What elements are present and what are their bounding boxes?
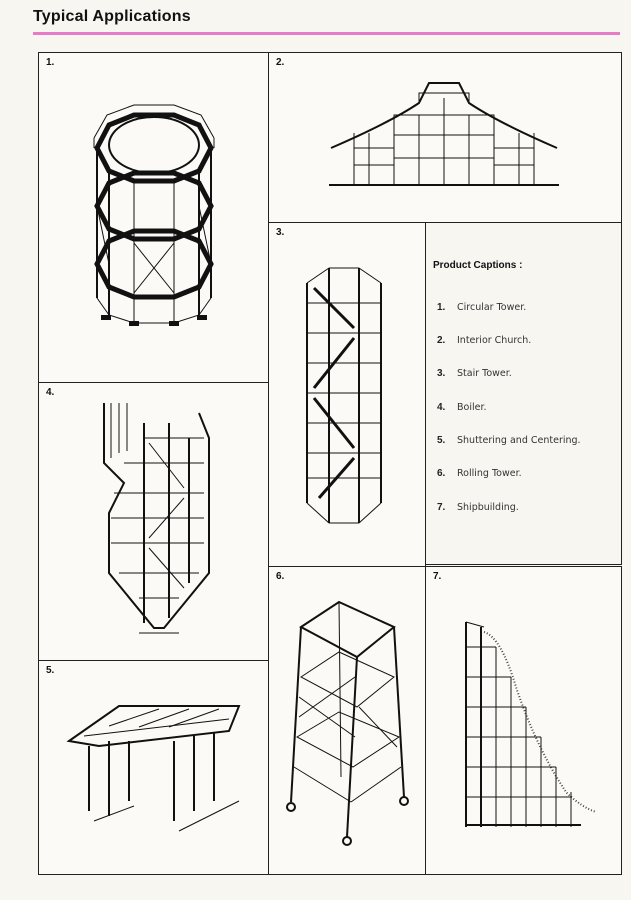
title-rule [33,32,620,35]
product-captions [425,222,622,565]
interior-church-drawing-icon [269,53,621,222]
panel-number: 7. [433,571,442,582]
page-title: Typical Applications [33,8,191,25]
boiler-drawing-icon [39,383,268,661]
panel-number: 4. [46,387,55,398]
panel-boiler [38,382,269,662]
panel-interior-church [268,52,622,223]
panel-rolling-tower [268,566,426,875]
caption-item: 4. Boiler. [437,402,487,413]
caption-item: 3. Stair Tower. [437,368,512,379]
panel-number: 6. [276,571,285,582]
panel-shuttering-centering [38,660,269,875]
panel-circular-tower [38,52,269,383]
caption-item: 7. Shipbuilding. [437,502,519,513]
panel-number: 3. [276,227,285,238]
panel-number: 1. [46,57,55,68]
rolling-tower-drawing-icon [269,567,425,874]
caption-item: 5. Shuttering and Centering. [437,435,581,446]
caption-item: 6. Rolling Tower. [437,468,522,479]
panel-number: 5. [46,665,55,676]
shuttering-centering-drawing-icon [39,661,268,874]
stair-tower-drawing-icon [269,223,425,566]
circular-tower-drawing-icon [39,53,268,382]
shipbuilding-drawing-icon [426,567,621,874]
panel-number: 2. [276,57,285,68]
caption-item: 2. Interior Church. [437,335,532,346]
panel-stair-tower [268,222,426,567]
captions-heading: Product Captions : [433,260,523,271]
caption-item: 1. Circular Tower. [437,302,527,313]
panel-shipbuilding [425,566,622,875]
